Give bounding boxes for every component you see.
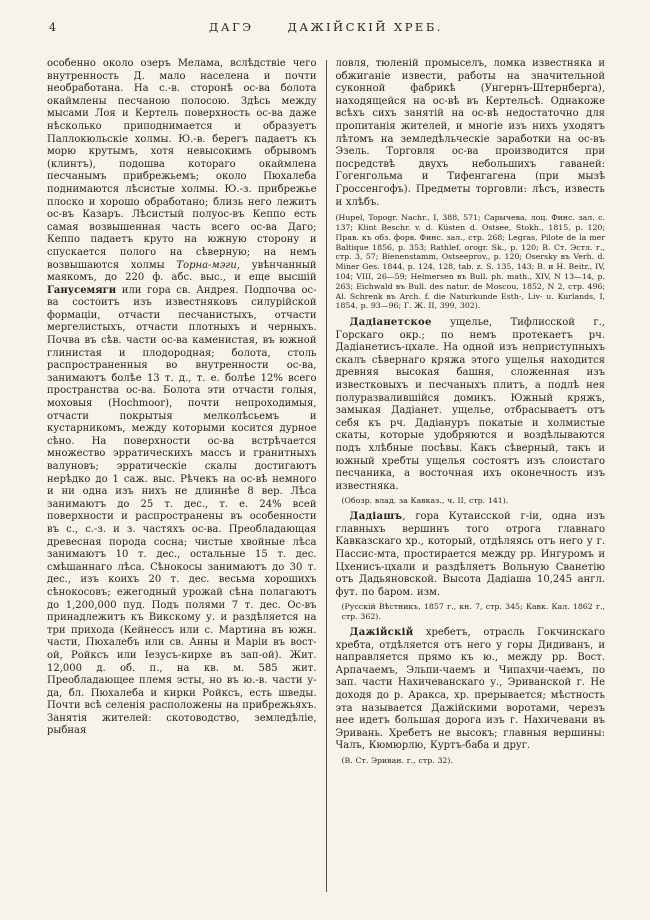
entry-headword: Дадіанетское bbox=[349, 317, 432, 329]
running-heads bbox=[47, 20, 605, 34]
running-head-right: ДАЖІЙСКІЙ ХРЕБ. bbox=[287, 20, 443, 34]
text-columns bbox=[47, 58, 605, 892]
place-name-italic: Торна-мэги bbox=[176, 259, 237, 271]
entry-headword: Дажійскій bbox=[349, 626, 414, 638]
entry-citation: (В. Ст. Эриван. г., стр. 32). bbox=[341, 755, 453, 765]
text-run: особенно около озеръ Мелама, вслѣдствіе чего внутренность Д. мало населена и почти необработана. На с.-в. сторонѣ ос-ва болота окаймлены песчаною полосою. Здѣсь между мысами Лоя и Кертель поверхность ос-ва даже нѣсколько приподнимается и образуетъ Паллокюльскіе холмы. Ю.-в. берегъ падаетъ къ морю крутымъ, хотя невысокимъ обрывомъ (клинтъ), подошва котораго окаймлена песчанымъ прибрежьемъ; около Пюхалеба поднимаются лѣсистые холмы. Ю.-з. прибрежье плоско и хорошо обработано; близь него лежитъ ос-въ Казаръ. Лѣсистый полуос-въ Кеппо есть самая возвышенная часть всего ос-ва Даго; Кеппо падаетъ круто на южную сторону и спускается полого на сѣверную; на немъ возвышаются холмы bbox=[47, 58, 317, 271]
dago-bibliography: (Hupel, Topogr. Nachr., I, 388, 571; Сарычева, лоц. Финс. зал. с. 137; Klint Beschr. v. d. Küsten d. Ostsee, Stokh., 1815, p. 120; Прав. къ обз. форв. Финс. зал., стр. 268; Legras, Pilote de la mer Baltique 1856, p. 353; Rathlef, orogr. Sk., p. 120; В. Ст. Эстл. г., стр. 3, 57; Bienenstamm, Ostseeprov., p. 120; Osersky въ Verh. d. Miner Ges. 1844, p. 124, 128, tab. z. S. 135, 143; В. и H. Beitr., IV, 104; VIII, 26—59; Helmersen въ Bull. ph. math., XIV, N 13—14, p. 263; Eichwald въ Bull. des natur. de Moscou, 1852, N 2, стр. 496; Al. Schrenk въ Arch. f. die Naturkunde Esth-, Liv- u. Kurlands, I, 1854, p. 93—96; Г. Ж. II, 399, 302). bbox=[335, 213, 605, 311]
dago-article-end: ловля, тюленій промыселъ, ломка известняка и обжиганіе извести, работы на значительной суконной фабрикѣ (Унгернъ-Штернберга), находящейся на ос-вѣ въ Кертельсѣ. Однакоже всѣхъ сихъ занятій на ос-вѣ недостаточно для пропитанія жителей, и многіе изъ нихъ уходятъ лѣтомъ на земледѣльческіе заработки на ос-въ Эзель. Торговля ос-ва производится при посредствѣ двухъ небольшихъ гаваней: Гогенгольма и Тифенгагена (при мызѣ Гроссенгофъ). Предметы торговли: лѣсъ, известь и хлѣбъ. bbox=[335, 58, 605, 208]
entry-headword: Дадіашъ bbox=[349, 511, 403, 523]
running-head-left: ДАГЭ bbox=[209, 20, 254, 34]
text-run: или гора св. Андрея. Подпочва ос-ва состоитъ изъ известняковъ силурійской формаціи, отчасти песчанистыхъ, отчасти мергелистыхъ, отчасти плотныхъ и черныхъ. Почва въ сѣв. части ос-ва каменистая, въ южной глинистая и плодородная; болота, столь распространенныя во внутренности ос-ва, занимаютъ болѣе 13 т. д., т. е. болѣе 12% всего пространства ос-ва. Болота эти отчасти голыя, моховыя (Hochmoor), почти непроходимыя, отчасти покрытыя мелколѣсьемъ и кустарникомъ, между которыми косится дурное сѣно. На поверхности ос-ва встрѣчается множество эрратическихъ массъ и гранитныхъ валуновъ; эрратическіе скалы достигаютъ нерѣдко до 1 саж. выс. Рѣчекъ на ос-вѣ немного и ни одна изъ нихъ не длиннѣе 8 вер. Лѣса занимаютъ до 25 т. дес., т. е. 24% всей поверхности и распространены въ особенности въ с., с.-з. и з. частяхъ ос-ва. Преобладающая древесная порода сосна; чистые хвойные лѣса занимаютъ 10 т. дес., остальные 15 т. дес. смѣшаннаго лѣса. Сѣнокосы занимаютъ до 30 т. дес., изъ коихъ 20 т. дес. весьма хорошихъ сѣнокосовъ; ежегодный урожай сѣна полагаютъ до 1,200,000 пуд. Подъ полями 7 т. дес. Ос-въ принадлежитъ къ Викскому у. и раздѣляется на три прихода (Кейнессъ или с. Мартина въ южн. части, Пюхалебъ или св. Анны и Маріи въ вост-ой, Ройксъ или Іезусъ-кирхе въ зап-ой). Жит. 12,000 д. об. п., на кв. м. 585 жит. Преобладающее племя эсты, но въ ю.-в. части у-да, бл. Пюхалеба и кирки Ройксъ, есть шведы. Почти всѣ селенія расположены на прибрежьяхъ. Занятія жителей: скотоводство, земледѣліе, рыбная bbox=[47, 284, 317, 737]
entry-dazhiyskiy-khrebet bbox=[336, 627, 606, 753]
entry-citation: (Русскій Вѣстникъ, 1857 г., кн. 7, стр. 345; Кавк. Кал. 1862 г., стр. 362). bbox=[341, 602, 605, 622]
page-number: 4 bbox=[49, 21, 56, 34]
place-name-bold: Ганусемяги bbox=[47, 284, 117, 296]
entry-body: ущелье, Тифлисской г., Горскаго окр.; по немъ протекаетъ рч. Дадіанетисъ-цхале. На одной изъ неприступныхъ скалъ сѣвернаго кряжа этого ущелья находится древняя высокая башня, сложенная изъ известковыхъ и песчаныхъ плитъ, а подлѣ нея полуразвалившійся домикъ. Южный кряжъ, замыкая Дадіанет. ущелье, отбрасываетъ отъ себя къ рч. Дадіануръ покатые и холмистые скаты, которые удобряются и воздѣлываются подъ хлѣбные посѣвы. Какъ сѣверный, такъ и южный хребты ущелья состоятъ изъ слоистаго песчаника, а восточная ихъ оконечность изъ известняка. bbox=[335, 317, 605, 492]
text-run: , увѣнчанный маякомъ, до 220 ф. абс. выс., и еще высшій bbox=[47, 259, 317, 284]
column-divider-rule bbox=[326, 60, 327, 892]
right-column bbox=[336, 58, 606, 892]
left-column bbox=[47, 58, 317, 892]
entry-body: хребетъ, отрасль Гокчинскаго хребта, отдѣляется отъ него у горы Дидиванъ, и направляется прямо къ ю., между рр. Вост. Арпачаемъ, Эльпи-чаемъ и Чипахчи-чаемъ, по зап. части Нахичеванскаго у., Эриванской г. Не доходя до р. Аракса, хр. прерывается; мѣстность эта называется Дажійскими воротами, черезъ нее идетъ большая дорога изъ г. Нахичевани въ Эривань. Хребетъ не высокъ; главныя вершины: Чалъ, Кюмюрлю, Куртъ-баба и друг. bbox=[335, 626, 605, 752]
dago-article-continuation bbox=[47, 58, 317, 738]
page-header bbox=[47, 20, 605, 38]
entry-citation: (Обозр. влад. за Кавказ., ч. II, стр. 141). bbox=[341, 496, 509, 506]
entry-dadiash bbox=[336, 511, 606, 599]
entry-dadianetskoe-ushchele bbox=[336, 317, 606, 493]
entry-body: , гора Кутаисской г-іи, одна изъ главныхъ вершинъ того отрога главнаго Кавказскаго хр., который, отдѣляясь отъ него у г. Пассис-мта, простирается между рр. Ингуромъ и Цхенисъ-цхали и раздѣляетъ Вольную Сванетію отъ Дадьяновской. Высота Дадіаша 10,245 англ. фут. по баром. изм. bbox=[335, 511, 605, 598]
